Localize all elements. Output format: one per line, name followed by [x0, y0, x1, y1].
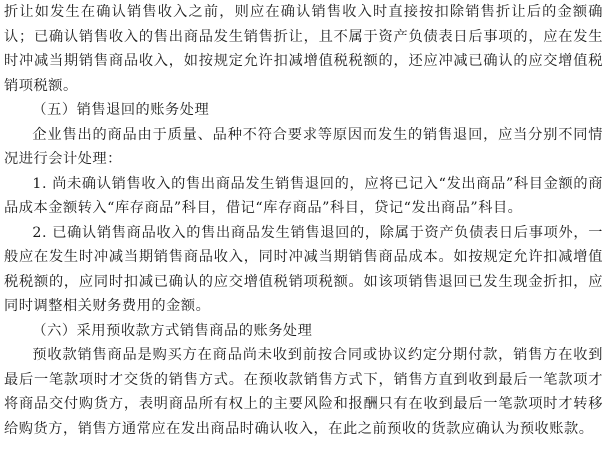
- heading-advance-payment: （六）采用预收款方式销售商品的账务处理: [32, 322, 313, 339]
- paragraph-sales-allowance: 折让如发生在确认销售收入之前，则应在确认销售收入时直接按扣除销售折让后的金额确认；已确认销售收入的售出商品发生销售折让，且不属于资产负债表日后事项的，应在发生时冲减当期销售商品收入，如按规定允许扣减增值税税额的，还应冲减已确认的应交增值税销项税额。: [4, 4, 603, 94]
- paragraph-sales-return-item-2: 2. 已确认销售商品收入的售出商品发生销售退回的，除属于资产负债表日后事项外，一般应在发生时冲减当期销售商品收入，同时冲减当期销售商品成本。如按规定允许扣减增值税税额的，应同时扣减已确认的应交增值税销项税额。如该项销售退回已发生现金折扣，应同时调整相关财务费用的金额。: [4, 224, 603, 314]
- paragraph-sales-return-intro: 企业售出的商品由于质量、品种不符合要求等原因而发生的销售退回，应当分别不同情况进行会计处理：: [4, 126, 603, 167]
- heading-sales-return: （五）销售退回的账务处理: [32, 102, 210, 118]
- paragraph-advance-payment: 预收款销售商品是购买方在商品尚未收到前按合同或协议约定分期付款，销售方在收到最后一笔款项时才交货的销售方式。在预收款销售方式下，销售方直到收到最后一笔款项才将商品交付购货方，表明商品所有权上的主要风险和报酬只有在收到最后一笔款项时才转移给购货方，销售方通常应在发出商品时确认收入，在此之前预收的货款应确认为预收账款。: [4, 347, 603, 437]
- paragraph-sales-return-item-1: 1. 尚未确认销售收入的售出商品发生销售退回的，应将已记入“发出商品”科目金额的商品成本金额转入“库存商品”科目，借记“库存商品”科目，贷记“发出商品”科目。: [4, 175, 603, 216]
- document-page: [4, 0, 603, 460]
